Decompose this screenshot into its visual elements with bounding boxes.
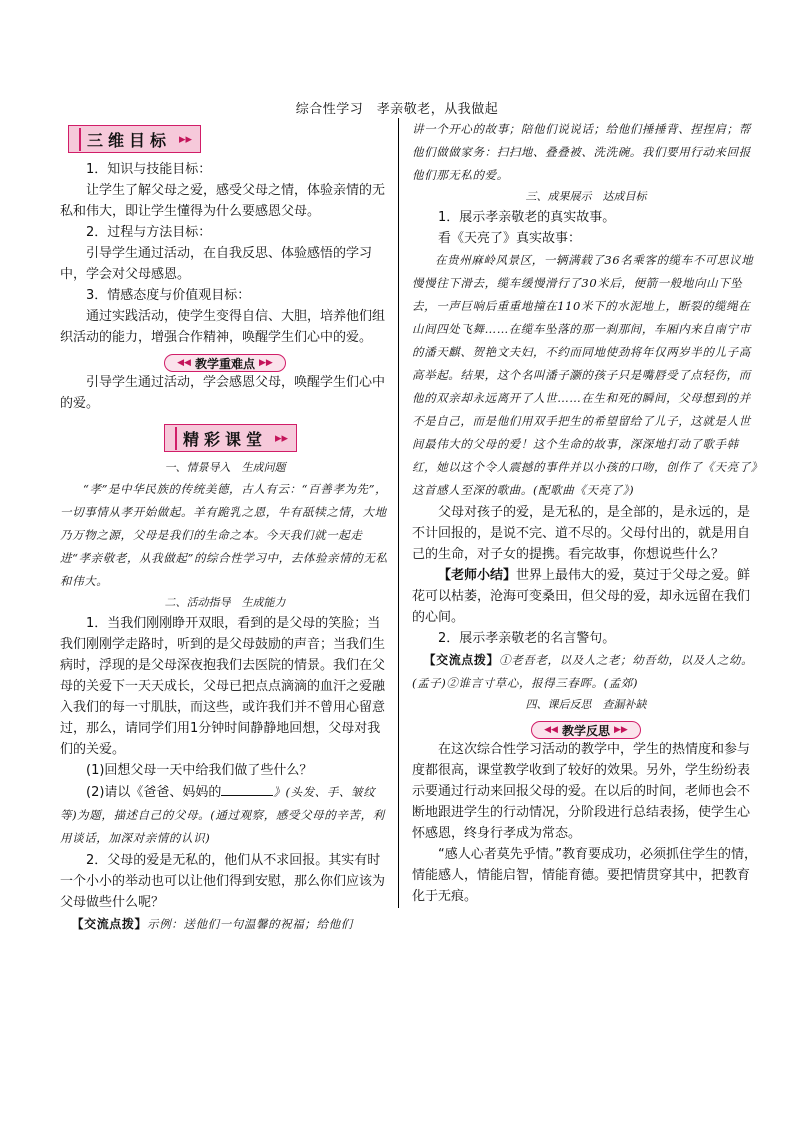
- exchange-tip-continued: 讲一个开心的故事；陪他们说说话；给他们捶捶背、捏捏肩；帮他们做做家务：扫扫地、叠叠被、洗洗碗。我们要用行动来回报他们那无私的爱。: [412, 122, 751, 182]
- tip-text: ①老吾老，以及人之老；幼吾幼，以及人之幼。(孟子)②谁言寸草心，报得三春晖。(孟郊): [412, 653, 754, 690]
- pill-key-points: [164, 354, 286, 372]
- section-heading-label: 精彩课堂: [175, 427, 267, 450]
- goal-2-title: 2．过程与方法目标：: [86, 225, 212, 240]
- arrow-left-icon: ◀◀: [177, 358, 191, 368]
- exchange-tip-quotes: [412, 649, 760, 695]
- section-heading-goals: [68, 125, 201, 153]
- exchange-tip-left: [60, 913, 390, 936]
- fill-blank: [221, 782, 273, 796]
- question-2-note: (通过观察，感受父母的辛苦，利用谈话，加深对亲情的认识): [60, 808, 385, 845]
- tip-label: 【交流点拨】: [423, 653, 500, 667]
- intro-body: “孝”是中华民族的传统美德，古人有云：“百善孝为先”，一切事情从孝开始做起。羊有跪乳之恩，牛有舐犊之情，大地乃万物之源，父母是我们的生命之本。今天我们就一起走进“孝亲敬老，从我做起”的综合性学习中，去体验亲情的无私和伟大。: [60, 482, 388, 588]
- show-item-2: 2．展示孝亲敬老的名言警句。: [438, 631, 616, 646]
- reflection-1: 在这次综合性学习活动的教学中，学生的热情度和参与度都很高，课堂教学收到了较好的效果。另外，学生纷纷表示要通过行动来回报父母的爱。在以后的时间，老师也会不断地跟进学生的行动情况，分阶段进行总结表扬，使学生心怀感恩，终身行孝成为常态。: [412, 742, 751, 841]
- goal-3-body: 通过实践活动，使学生变得自信、大胆，培养他们组织活动的能力，增强合作精神，唤醒学生们心中的爱。: [60, 309, 386, 345]
- pill-teaching-reflection: [531, 721, 641, 739]
- activity-1-body: 1．当我们刚刚睁开双眼，看到的是父母的笑脸；当我们刚刚学走路时，听到的是父母鼓励的声音；当我们生病时，浮现的是父母深夜抱我们去医院的情景。我们在父母的关爱下一天天成长，父母已把点点滴滴的血汗之爱融入我们的每一寸肌肤，而这些，或许我们并不曾用心留意过，那么，请同学们用1分钟时间静静地回想，父母对我们的关爱。: [60, 616, 386, 757]
- teacher-summary-label: 【老师小结】: [438, 568, 517, 583]
- column-divider: [398, 118, 399, 908]
- goal-2-body: 引导学生通过活动，在自我反思、体验感悟的学习中，学会对父母感恩。: [60, 246, 373, 282]
- keypoints-body: 引导学生通过活动，学会感恩父母，唤醒学生们心中的爱。: [60, 375, 386, 411]
- sub-heading-activity: 二、活动指导 生成能力: [164, 596, 286, 609]
- arrow-left-icon: ◀◀: [544, 725, 558, 735]
- double-arrow-icon: ▸▸: [179, 131, 193, 147]
- pill-label: 教学反思: [561, 723, 610, 738]
- activity-2-body: 2．父母的爱是无私的，他们从不求回报。其实有时一个小小的举动也可以让他们得到安慰，那么你们应该为父母做些什么呢？: [60, 853, 386, 910]
- left-column: [60, 120, 390, 936]
- question-2-suffix: 》(头发、手、皱纹等)为题，描述自己的父母。: [60, 785, 376, 822]
- arrow-right-icon: ▶▶: [259, 358, 273, 368]
- section-heading-class: [164, 424, 297, 452]
- pill-label: 教学重难点: [194, 356, 255, 371]
- story-question: 父母对孩子的爱，是无私的，是全部的，是永远的，是不计回报的，是说不完、道不尽的。父母付出的，就是用自己的生命，对子女的提携。看完故事，你想说些什么？: [412, 505, 751, 562]
- section-heading-label: 三维目标: [79, 128, 171, 151]
- goal-1-title: 1．知识与技能目标：: [86, 162, 212, 177]
- sub-heading-results: 三、成果展示 达成目标: [525, 190, 647, 203]
- reflection-2: “感人心者莫先乎情。”教育要成功，必须抓住学生的情，情能感人，情能启智，情能育德。要把情贯穿其中，把教育化于无痕。: [412, 847, 757, 904]
- goal-1-body: 让学生了解父母之爱，感受父母之情，体验亲情的无私和伟大，即让学生懂得为什么要感恩父母。: [60, 183, 386, 219]
- question-2: [60, 781, 390, 850]
- tip-label: 【交流点拨】: [71, 917, 148, 931]
- double-arrow-icon: ▸▸: [275, 430, 289, 446]
- show-item-1: 1．展示孝亲敬老的真实故事。: [438, 210, 616, 225]
- teacher-summary: [412, 565, 760, 628]
- sub-heading-intro: 一、情景导入 生成问题: [164, 461, 286, 474]
- story-title: 看《天亮了》真实故事：: [438, 231, 582, 246]
- teacher-summary-text: 世界上最伟大的爱，莫过于父母之爱。鲜花可以枯萎，沧海可变桑田，但父母的爱，却永远留在我们的心间。: [412, 568, 751, 625]
- question-2-prefix: (2)请以《爸爸、妈妈的: [86, 785, 222, 800]
- goal-3-title: 3．情感态度与价值观目标：: [86, 288, 251, 303]
- sub-heading-reflection: 四、课后反思 查漏补缺: [525, 698, 647, 711]
- arrow-right-icon: ▶▶: [614, 725, 628, 735]
- question-1: (1)回想父母一天中给我们做了些什么？: [86, 763, 313, 778]
- right-column: [412, 118, 760, 907]
- tip-text: 示例：送他们一句温馨的祝福；给他们: [147, 917, 353, 931]
- story-body: 在贵州麻岭风景区，一辆满载了36名乘客的缆车不可思议地慢慢往下滑去，缆车缓慢滑行了30米后，便箭一般地向山下坠去，一声巨响后重重地撞在110米下的水泥地上，断裂的缆绳在山间四处飞舞……在缆车坠落的那一刹那间，车厢内来自南宁市的潘天麒、贺艳文夫妇，不约而同地使劲将年仅两岁半的儿子高高举起。结果，这个名叫潘子灏的孩子只是嘴唇受了点轻伤，而他的双亲却永远离开了人世……在生和死的瞬间，父母想到的并不是自己，而是他们用双手把生的希望留给了儿子，这就是人世间最伟大的父母的爱！这个生命的故事，深深地打动了歌手韩红，她以这个令人震撼的事件并以小孩的口吻，创作了《天亮了》这首感人至深的歌曲。(配歌曲《天亮了》): [412, 253, 758, 497]
- page-title: 综合性学习 孝亲敬老，从我做起: [295, 102, 499, 117]
